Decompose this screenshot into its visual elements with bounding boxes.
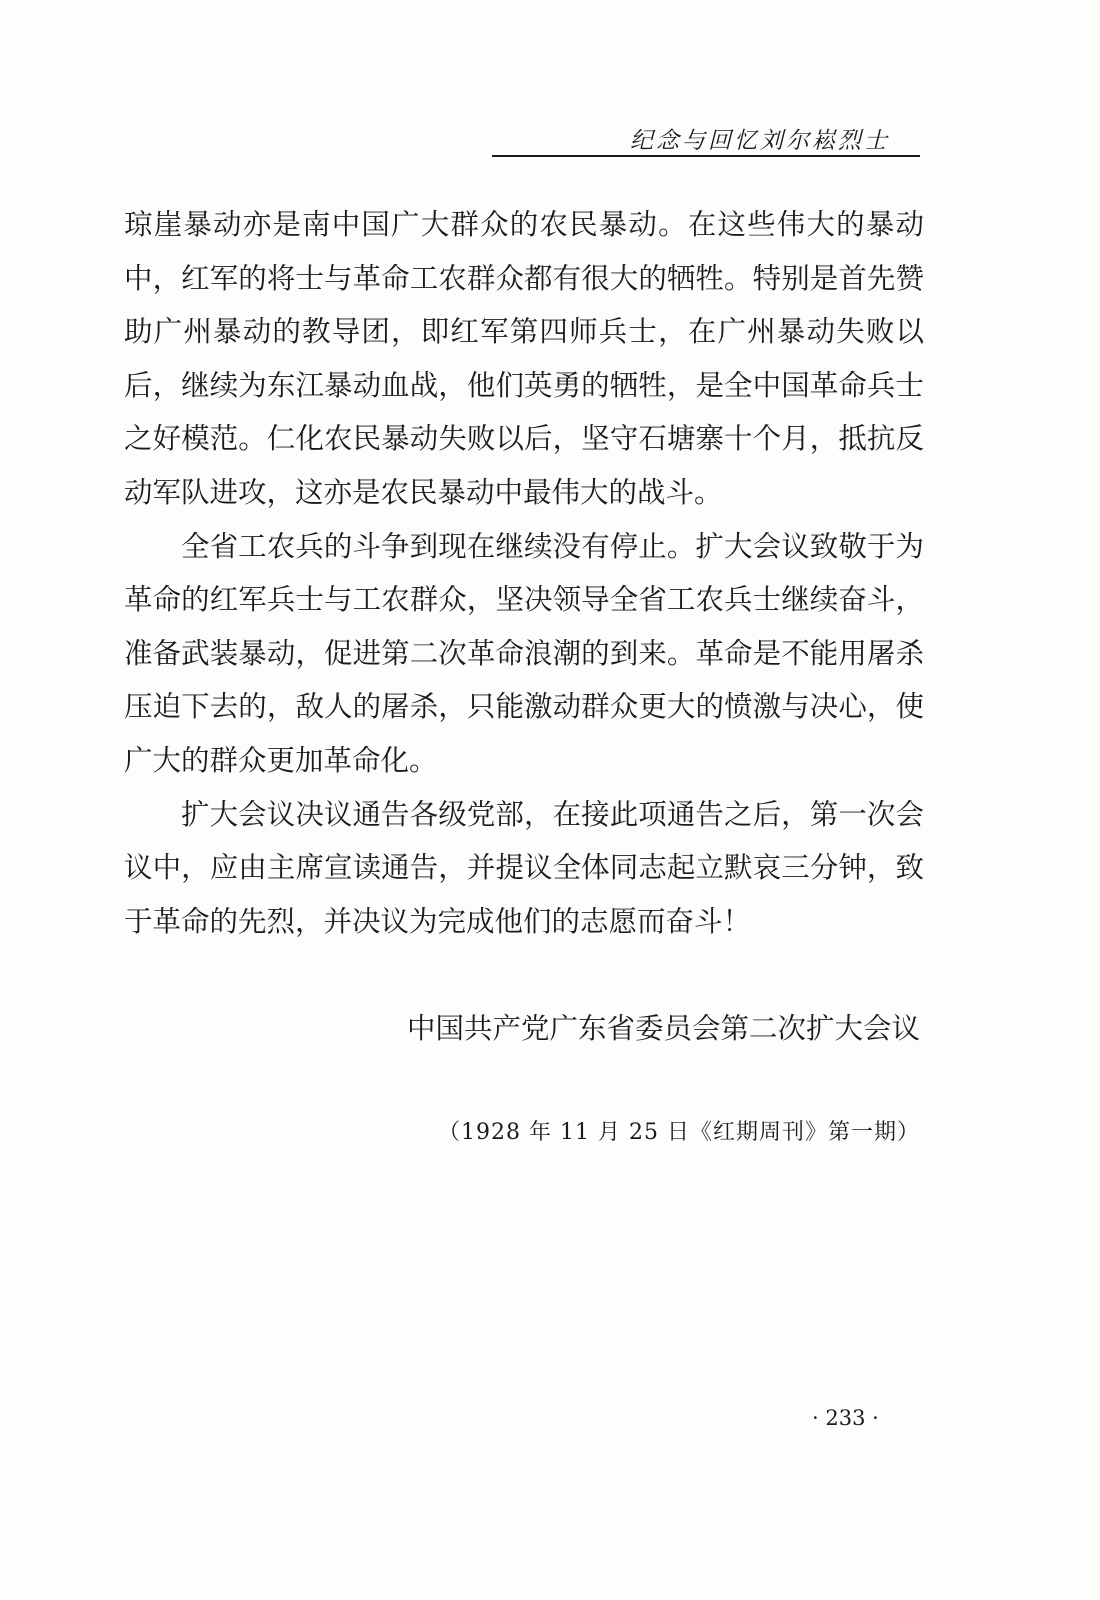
paragraph-1: 琼崖暴动亦是南中国广大群众的农民暴动。在这些伟大的暴动中，红军的将士与革命工农群众都有很大的牺牲。特别是首先赞助广州暴动的教导团，即红军第四师兵士，在广州暴动失败以后，继续为东江暴动血战，他们英勇的牺牲，是全中国革命兵士之好模范。仁化农民暴动失败以后，坚守石塘寨十个月，抵抗反动军队进攻，这亦是农民暴动中最伟大的战斗。 xyxy=(124,208,924,509)
body-text xyxy=(124,198,924,948)
paragraph-2: 全省工农兵的斗争到现在继续没有停止。扩大会议致敬于为革命的红军兵士与工农群众，坚决领导全省工农兵士继续奋斗，准备武装暴动，促进第二次革命浪潮的到来。革命是不能用屠杀压迫下去的，敌人的屠杀，只能激动群众更大的愤激与决心，使广大的群众更加革命化。 xyxy=(124,529,924,777)
paragraph-3: 扩大会议决议通告各级党部，在接此项通告之后，第一次会议中，应由主席宣读通告，并提议全体同志起立默哀三分钟，致于革命的先烈，并决议为完成他们的志愿而奋斗！ xyxy=(124,797,924,938)
signature: 中国共产党广东省委员会第二次扩大会议 xyxy=(406,1012,920,1045)
source-note: （1928 年 11 月 25 日《红期周刊》第一期） xyxy=(438,1120,920,1145)
page-number: · 233 · xyxy=(812,1406,879,1430)
running-head xyxy=(492,118,920,158)
header-rule xyxy=(492,155,920,157)
running-title: 纪念与回忆刘尔崧烈士 xyxy=(630,128,890,154)
